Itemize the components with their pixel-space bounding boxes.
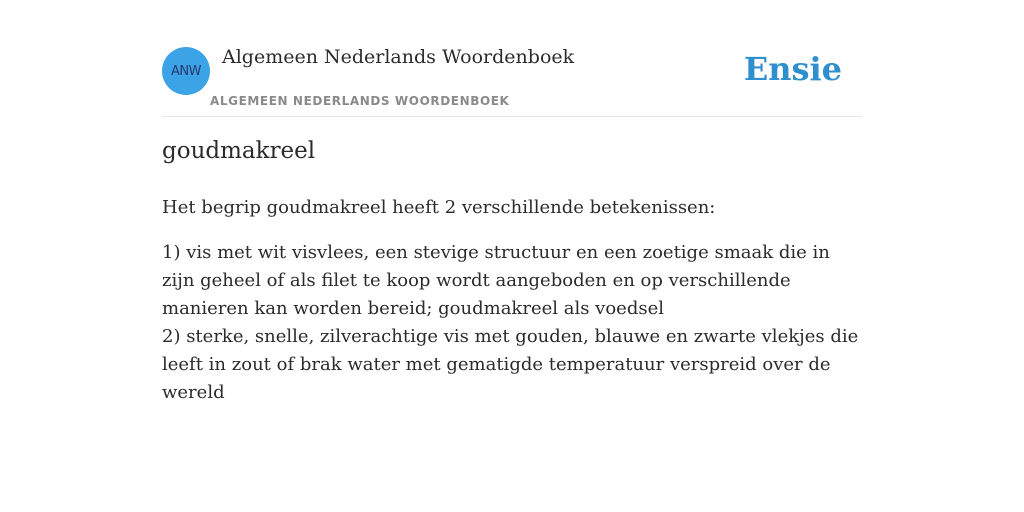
meaning-item: 1) vis met wit visvlees, een stevige structuur en een zoetige smaak die in zijn geheel of als filet te koop wordt aangeboden en op verschillende manieren kan worden bereid; goudmakreel als voedsel [162, 242, 830, 319]
meaning-item: 2) sterke, snelle, zilverachtige vis met gouden, blauwe en zwarte vlekjes die leeft in zout of brak water met gematigde temperatuur verspreid over de wereld [162, 326, 859, 403]
source-title[interactable]: Algemeen Nederlands Woordenboek [222, 46, 575, 68]
page [162, 0, 862, 403]
entry-intro: Het begrip goudmakreel heeft 2 verschillende betekenissen: [162, 197, 716, 218]
entry-word: goudmakreel [162, 138, 316, 164]
meanings-list [162, 239, 862, 407]
source-logo-text: ANW [171, 63, 201, 79]
source-logo[interactable] [162, 47, 210, 95]
source-header [162, 0, 862, 117]
ensie-logo-link[interactable]: Ensie [743, 50, 842, 88]
source-subtitle: ALGEMEEN NEDERLANDS WOORDENBOEK [210, 94, 510, 108]
